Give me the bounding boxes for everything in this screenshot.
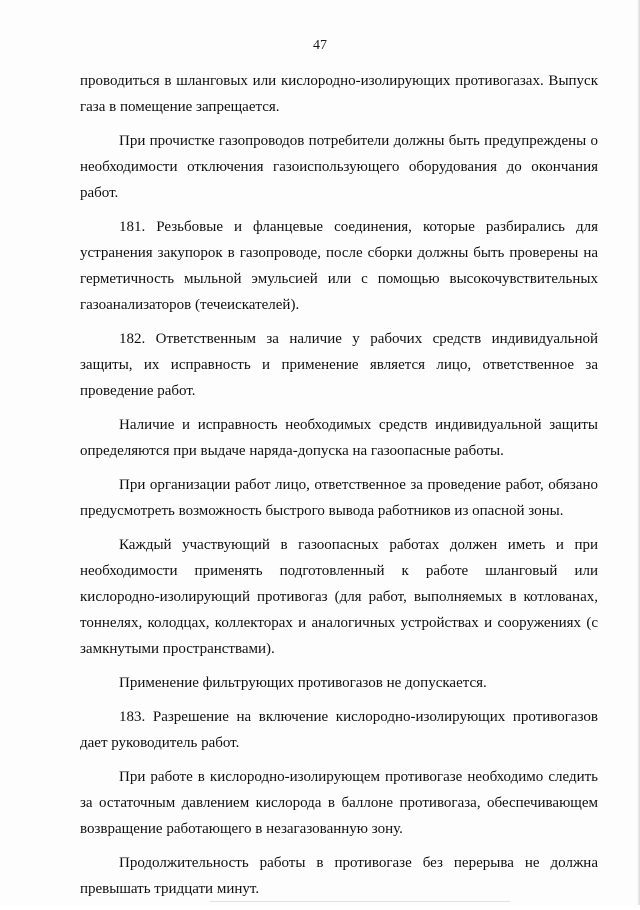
document-body bbox=[80, 68, 598, 910]
paragraph-183: 183. Разрешение на включение кислородно-изолирующих противогазов дает руководитель работ. bbox=[80, 709, 598, 751]
paragraph-filter-masks-prohibited: Применение фильтрующих противогазов не допускается. bbox=[119, 675, 487, 691]
paragraph-evacuation: При организации работ лицо, ответственное за проведение работ, обязано предусмотреть возможность быстрого вывода работников из опасной зоны. bbox=[80, 477, 598, 519]
paragraph-181: 181. Резьбовые и фланцевые соединения, которые разбирались для устранения закупорок в газопроводе, после сборки должны быть проверены на герметичность мыльной эмульсией или с помощью высокочувствительных газоанализаторов (течеискателей). bbox=[80, 219, 598, 313]
paragraph-gas-mask-requirement: Каждый участвующий в газоопасных работах должен иметь и при необходимости применять подготовленный к работе шланговый или кислородно-изолирующий противогаз (для работ, выполняемых в котлованах, тоннелях, колодцах, коллекторах и аналогичных устройствах и сооружениях (с замкнутыми пространствами). bbox=[80, 537, 598, 657]
paragraph-ppe-availability: Наличие и исправность необходимых средств индивидуальной защиты определяются при выдаче наряда-допуска на газоопасные работы. bbox=[80, 417, 598, 459]
page-number: 47 bbox=[313, 38, 327, 53]
paragraph-continuation: проводиться в шланговых или кислородно-изолирующих противогазах. Выпуск газа в помещение запрещается. bbox=[80, 73, 598, 115]
scan-bottom-artifact bbox=[210, 901, 510, 902]
paragraph-182: 182. Ответственным за наличие у рабочих средств индивидуальной защиты, их исправность и применение является лицо, ответственное за проведение работ. bbox=[80, 331, 598, 399]
paragraph-pipeline-cleaning: При прочистке газопроводов потребители должны быть предупреждены о необходимости отключения газоиспользующего оборудования до окончания работ. bbox=[80, 133, 598, 201]
paragraph-work-duration: Продолжительность работы в противогазе без перерыва не должна превышать тридцати минут. bbox=[80, 855, 598, 897]
paragraph-oxygen-pressure: При работе в кислородно-изолирующем противогазе необходимо следить за остаточным давлением кислорода в баллоне противогаза, обеспечивающем возвращение работающего в незагазованную зону. bbox=[80, 769, 598, 837]
